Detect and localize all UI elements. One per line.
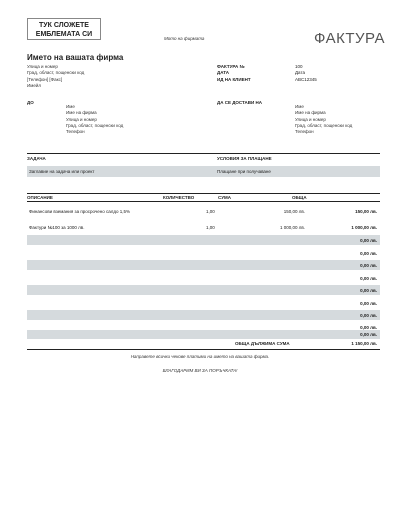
item-total: 0,00 лв. xyxy=(360,288,377,293)
bill-to-line: Име xyxy=(66,104,75,109)
table-row xyxy=(27,248,380,258)
client-id-label: ИД НА КЛИЕНТ xyxy=(217,76,251,82)
client-id-value: ABC12345 xyxy=(295,76,317,82)
item-description: Фактури №100 за 1000 лв. xyxy=(29,225,85,230)
item-amount: 150,00 лв. xyxy=(283,209,305,214)
payment-terms-header: УСЛОВИЯ ЗА ПЛАЩАНЕ xyxy=(217,156,272,161)
invoice-number-label: ФАКТУРА № xyxy=(217,64,245,69)
table-row xyxy=(27,235,380,245)
table-row xyxy=(27,330,380,339)
payment-note: Направете всички чекове платими на името на вашата фирма. xyxy=(130,354,270,359)
table-row xyxy=(27,206,380,216)
ship-to-line: Име на фирма xyxy=(295,110,326,116)
company-name: Името на вашата фирма xyxy=(27,53,124,62)
item-total: 150,00 лв. xyxy=(355,209,377,214)
item-total: 0,00 лв. xyxy=(360,313,377,318)
payment-terms-value: Плащане при получаване xyxy=(217,169,271,174)
column-header-quantity: КОЛИЧЕСТВО xyxy=(163,195,195,200)
table-row xyxy=(27,222,380,232)
job-row xyxy=(27,166,380,177)
column-header-total: ОБЩА xyxy=(292,195,307,200)
item-quantity: 1,00 xyxy=(206,209,215,214)
grand-total-label: ОБЩА ДЪЛЖИМА СУМА xyxy=(235,341,290,346)
item-quantity: 1,00 xyxy=(206,225,215,230)
bill-to-line: Телефон xyxy=(66,129,85,135)
company-address-line: Улица и номер xyxy=(27,64,58,69)
task-header: ЗАДАЧА xyxy=(27,156,46,161)
invoice-number-value: 100 xyxy=(295,64,303,69)
company-slogan: Мото на фирмата xyxy=(164,36,205,41)
table-row xyxy=(27,298,380,308)
divider xyxy=(27,193,380,194)
ship-to-line: Град, област, пощенски код xyxy=(295,122,353,128)
grand-total-row xyxy=(27,339,380,349)
company-address-line: Град, област, пощенски код xyxy=(27,70,85,76)
column-header-amount: СУМА xyxy=(218,195,231,200)
item-total: 0,00 лв. xyxy=(360,332,377,337)
date-value: Дата xyxy=(295,70,305,76)
ship-to-line: Телефон xyxy=(295,129,314,135)
date-label: ДАТА xyxy=(217,70,229,76)
item-total: 1 000,00 лв. xyxy=(351,225,377,230)
item-total: 0,00 лв. xyxy=(360,238,377,243)
thank-you-note: БЛАГОДАРИМ ВИ ЗА ПОРЪЧКАТА! xyxy=(162,368,238,373)
bill-to-block xyxy=(66,104,123,135)
divider xyxy=(27,349,380,350)
column-header-description: ОПИСАНИЕ xyxy=(27,195,53,200)
invoice-meta xyxy=(217,64,377,84)
task-value: Заглавие на задача или проект xyxy=(29,169,95,174)
logo-line-2: ЕМБЛЕМАТА СИ xyxy=(35,31,93,38)
table-row xyxy=(27,273,380,283)
item-total: 0,00 лв. xyxy=(360,251,377,256)
logo-line-1: ТУК СЛОЖЕТЕ xyxy=(39,22,89,29)
company-address-line: [Телефон] [Факс] xyxy=(27,76,63,82)
logo-placeholder xyxy=(27,18,101,40)
divider xyxy=(27,201,380,202)
item-total: 0,00 лв. xyxy=(360,276,377,281)
company-address-line: Имейл xyxy=(27,82,41,88)
item-amount: 1 000,00 лв. xyxy=(279,225,305,230)
item-total: 0,00 лв. xyxy=(360,263,377,268)
company-address xyxy=(27,64,84,89)
item-total: 0,00 лв. xyxy=(360,301,377,306)
table-row xyxy=(27,260,380,270)
table-row xyxy=(27,310,380,320)
bill-to-line: Улица и номер xyxy=(66,116,97,122)
ship-to-block xyxy=(295,104,352,135)
item-total: 0,00 лв. xyxy=(360,325,377,330)
ship-to-line: Име xyxy=(295,104,304,109)
table-row xyxy=(27,285,380,295)
divider xyxy=(27,153,380,154)
item-description: Финансови вземания за просрочено салдо 1,5% xyxy=(29,209,131,214)
ship-to-label: ДА СЕ ДОСТАВИ НА xyxy=(217,100,262,105)
ship-to-line: Улица и номер xyxy=(295,116,326,122)
invoice-title: ФАКТУРА xyxy=(314,30,386,47)
bill-to-label: ДО xyxy=(27,100,34,105)
bill-to-line: Име на фирма xyxy=(66,110,97,116)
bill-to-line: Град, област, пощенски код xyxy=(66,122,124,128)
grand-total-value: 1 150,00 лв. xyxy=(351,341,377,346)
